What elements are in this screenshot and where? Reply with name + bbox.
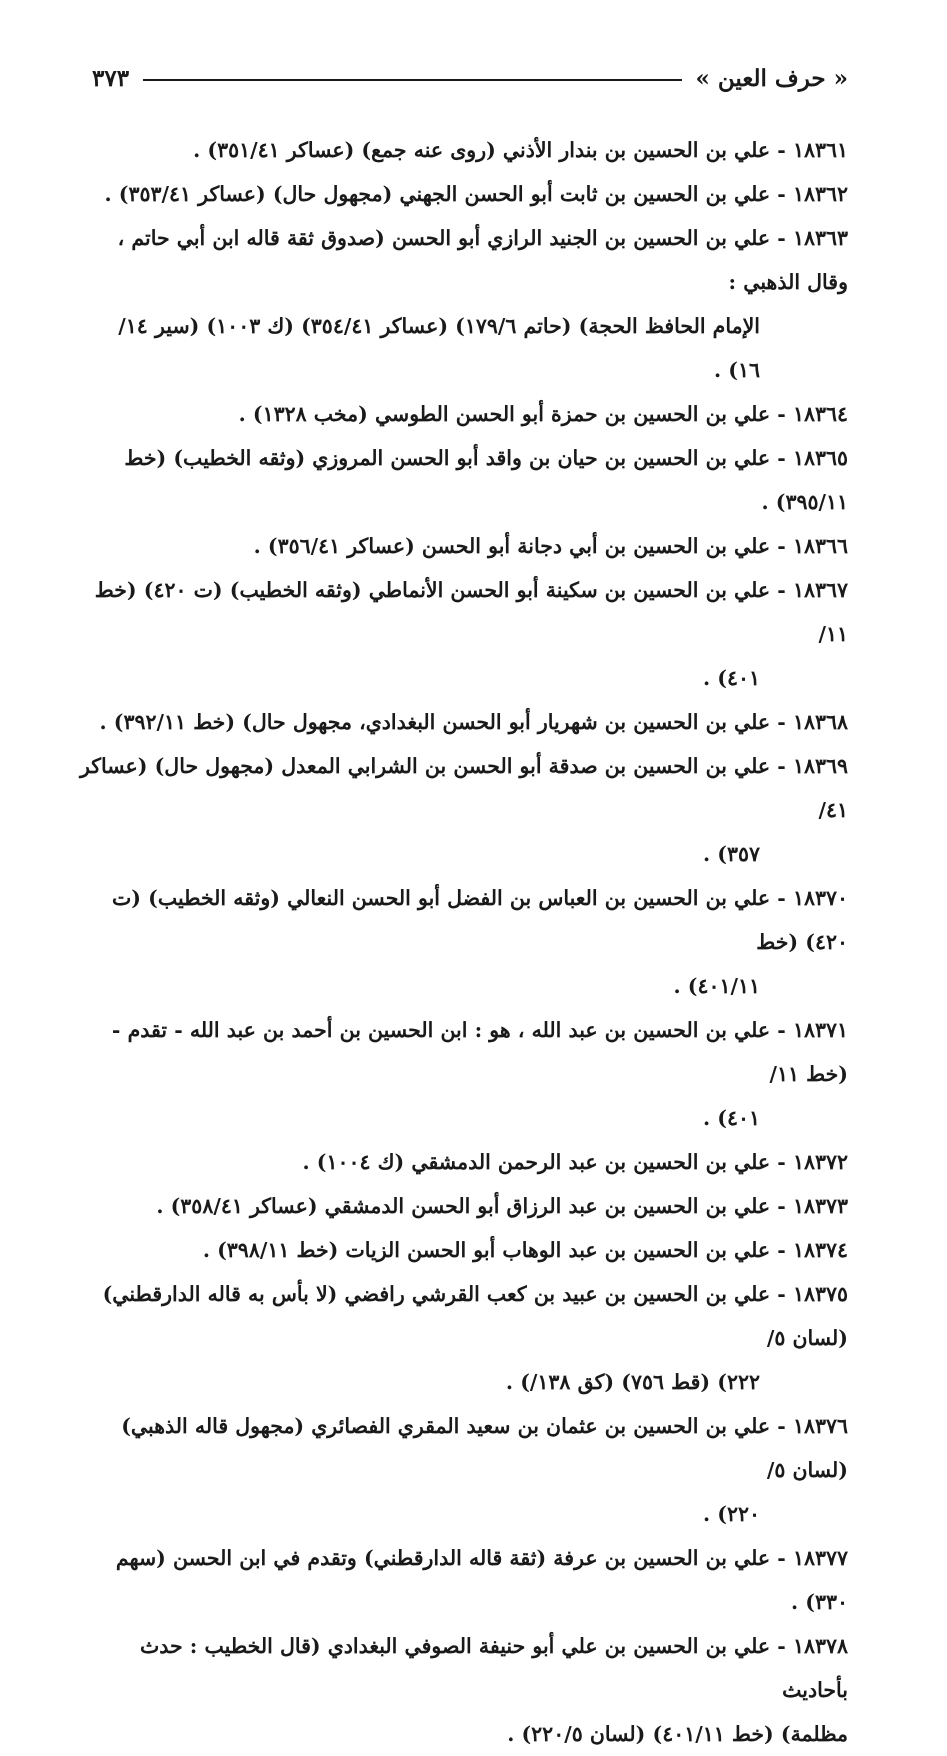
entry-text-continuation: ٤٠١) . (702, 1106, 760, 1130)
entry-18363 (78, 216, 848, 392)
entry-text: ١٨٣٧٥ - علي بن الحسين بن عبيد بن كعب القرشي رافضي (لا بأس به قاله الدارقطني) (لسان ٥/ (102, 1282, 848, 1350)
entry-18362 (78, 172, 848, 216)
entry-18372 (78, 1140, 848, 1184)
entry-text: ١٨٣٦٨ - علي بن الحسين بن شهريار أبو الحسن البغدادي، مجهول حال) (خط ٣٩٢/١١) . (99, 710, 848, 734)
entry-18377 (78, 1536, 848, 1624)
entry-18375 (78, 1272, 848, 1404)
entry-list (78, 128, 848, 1756)
entry-text: ١٨٣٧٣ - علي بن الحسين بن عبد الرزاق أبو الحسن الدمشقي (عساكر ٣٥٨/٤١) . (156, 1194, 848, 1218)
entry-text-continuation: ٢٢٠) . (702, 1502, 760, 1526)
chapter-title: « حرف العين » (695, 64, 848, 92)
entry-text: ١٨٣٦٧ - علي بن الحسين بن سكينة أبو الحسن الأنماطي (وثقه الخطيب) (ت ٤٢٠) (خط ١١/ (94, 578, 848, 646)
page-number: ٣٧٣ (92, 64, 130, 92)
entry-18369 (78, 744, 848, 876)
entry-text-continuation: الإمام الحافظ الحجة) (حاتم ١٧٩/٦) (عساكر ٣٥٤/٤١) (ك ١٠٠٣) (سير ١٤/ (118, 314, 760, 338)
entry-18365 (78, 436, 848, 524)
entry-text: ١٨٣٦٥ - علي بن الحسين بن حيان بن واقد أبو الحسن المروزي (وثقه الخطيب) (خط ٣٩٥/١١) . (124, 446, 848, 514)
entry-18378 (78, 1624, 848, 1756)
entry-18366 (78, 524, 848, 568)
entry-text: ١٨٣٧٦ - علي بن الحسين بن عثمان بن سعيد المقري الفصائري (مجهول قاله الذهبي) (لسان ٥/ (121, 1414, 848, 1482)
entry-18376 (78, 1404, 848, 1536)
header-rule (143, 79, 681, 81)
entry-text: ١٨٣٦٢ - علي بن الحسين بن ثابت أبو الحسن الجهني (مجهول حال) (عساكر ٣٥٣/٤١) . (104, 182, 848, 206)
entry-18361 (78, 128, 848, 172)
entry-18370 (78, 876, 848, 1008)
entry-text: ١٨٣٧٧ - علي بن الحسين بن عرفة (ثقة قاله الدارقطني) وتقدم في ابن الحسن (سهم ٣٣٠) . (115, 1546, 848, 1614)
entry-text-continuation: ١٦) . (713, 358, 760, 382)
entry-text: ١٨٣٧٠ - علي بن الحسين بن العباس بن الفضل أبو الحسن النعالي (وثقه الخطيب) (ت ٤٢٠) (خط (111, 886, 848, 954)
entry-text: ١٨٣٧٨ - علي بن الحسين بن علي أبو حنيفة الصوفي البغدادي (قال الخطيب : حدث بأحاديث (139, 1634, 848, 1702)
entry-18368 (78, 700, 848, 744)
entry-18367 (78, 568, 848, 700)
entry-text: ١٨٣٧٢ - علي بن الحسين بن عبد الرحمن الدمشقي (ك ١٠٠٤) . (302, 1150, 848, 1174)
entry-text-continuation: ٢٢٢) (قط ٧٥٦) (كق ١٣٨/) . (505, 1370, 760, 1394)
entry-text: ١٨٣٧٤ - علي بن الحسين بن عبد الوهاب أبو الحسن الزيات (خط ٣٩٨/١١) . (202, 1238, 848, 1262)
entry-text: ١٨٣٦٦ - علي بن الحسين بن أبي دجانة أبو الحسن (عساكر ٣٥٦/٤١) . (253, 534, 848, 558)
page-header (92, 58, 848, 98)
entry-text: ١٨٣٦٣ - علي بن الحسين بن الجنيد الرازي أبو الحسن (صدوق ثقة قاله ابن أبي حاتم ، وقال الذهبي : (117, 226, 848, 294)
entry-18371 (78, 1008, 848, 1140)
entry-text-continuation: ٤٠١) . (702, 666, 760, 690)
entry-18374 (78, 1228, 848, 1272)
entry-text: ١٨٣٦٩ - علي بن الحسين بن صدقة أبو الحسن بن الشرابي المعدل (مجهول حال) (عساكر ٤١/ (79, 754, 848, 822)
entry-text: ١٨٣٦١ - علي بن الحسين بن بندار الأذني (روى عنه جمع) (عساكر ٣٥١/٤١) . (193, 138, 848, 162)
entry-text: ١٨٣٧١ - علي بن الحسين بن عبد الله ، هو : ابن الحسين بن أحمد بن عبد الله - تقدم - (خط ١١/ (111, 1018, 848, 1086)
entry-text-continuation: مظلمة) (خط ٤٠١/١١) (لسان ٢٢٠/٥) . (507, 1722, 848, 1746)
entry-18364 (78, 392, 848, 436)
entry-text-continuation: ٣٥٧) . (702, 842, 760, 866)
entry-18373 (78, 1184, 848, 1228)
entry-text-continuation: ٤٠١/١١) . (673, 974, 760, 998)
entry-text: ١٨٣٦٤ - علي بن الحسين بن حمزة أبو الحسن الطوسي (مخب ١٣٢٨) . (238, 402, 848, 426)
